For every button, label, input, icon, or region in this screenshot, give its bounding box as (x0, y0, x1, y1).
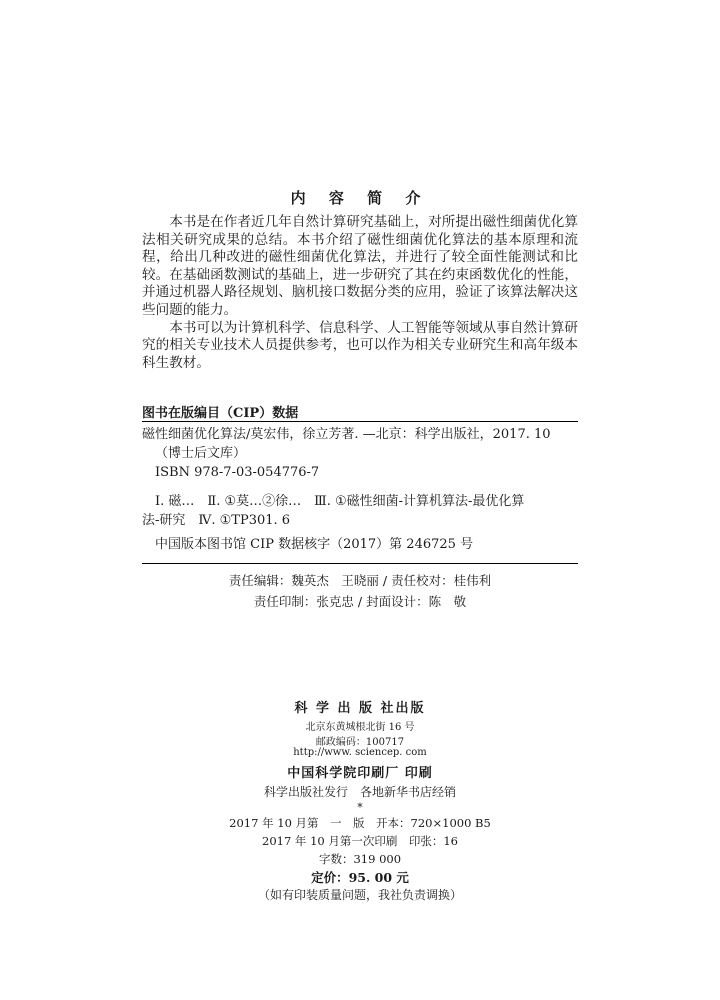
price: 定价：95. 00 元 (311, 870, 409, 885)
publisher-address: 北京东黄城根北街 16 号 (305, 722, 415, 733)
summary-body (142, 214, 578, 372)
publisher-name: 科 学 出 版 社出版 (294, 701, 426, 716)
separator-star: * (357, 801, 363, 814)
cip-title-line: 磁性细菌优化算法/莫宏伟，徐立芳著. —北京：科学出版社，2017. 10 (142, 427, 551, 442)
edition-info: 2017 年 10 月第 一 版 开本：720×1000 B5 (229, 816, 491, 830)
publisher-website: http://www. sciencep. com (293, 747, 427, 758)
quality-note: （如有印装质量问题，我社负责调换） (257, 888, 462, 902)
publisher-postcode: 邮政编码：100717 (315, 737, 405, 748)
cip-subject-line-2: 法-研究 Ⅳ. ①TP301. 6 (142, 513, 291, 528)
cip-top-rule (142, 421, 578, 422)
cip-isbn-line: ISBN 978-7-03-054776-7 (155, 465, 320, 480)
cip-bottom-rule (142, 563, 578, 564)
cip-subject-line-1: Ⅰ. 磁… Ⅱ. ①莫…②徐… Ⅲ. ①磁性细菌-计算机算法-最优化算 (155, 494, 525, 509)
distribution-info: 科学出版社发行 各地新华书店经销 (263, 785, 456, 799)
cip-series-line: （博士后文库） (155, 446, 247, 461)
summary-paragraph-2: 本书可以为计算机科学、信息科学、人工智能等领域从事自然计算研究的相关专业技术人员提供参考，也可以作为相关专业研究生和高年级本科生教材。 (142, 319, 578, 371)
cip-record (142, 425, 578, 554)
credits-editors: 责任编辑：魏英杰 王晓丽 / 责任校对：桂伟利 (228, 573, 492, 588)
printer-name: 中国科学院印刷厂 印刷 (287, 766, 433, 781)
word-count: 字数：319 000 (318, 852, 402, 866)
summary-paragraph-1: 本书是在作者近几年自然计算研究基础上，对所提出磁性细菌优化算法相关研究成果的总结。本书介绍了磁性细菌优化算法的基本原理和流程，给出几种改进的磁性细菌优化算法，并进行了较全面性能测试和比较。在基础函数测试的基础上，进一步研究了其在约束函数优化的性能，并通过机器人路径规划、脑机接口数据分类的应用，验证了该算法解决这些问题的能力。 (142, 214, 578, 318)
cip-catalog-number: 中国版本图书馆 CIP 数据核字（2017）第 246725 号 (155, 537, 474, 552)
cip-heading: 图书在版编目（CIP）数据 (142, 406, 299, 421)
credits-production: 责任印制：张克忠 / 封面设计：陈 敬 (253, 594, 467, 609)
summary-title: 内 容 简 介 (290, 189, 430, 207)
printing-info: 2017 年 10 月第一次印刷 印张：16 (262, 834, 458, 848)
